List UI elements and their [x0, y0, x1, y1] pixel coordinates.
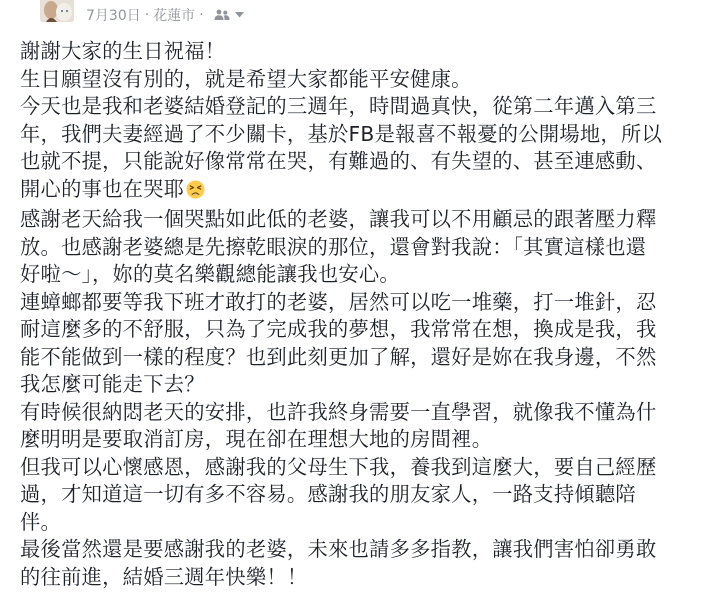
avatar[interactable] — [40, 0, 74, 22]
post-line: 伴。 — [20, 509, 62, 534]
meta-separator: · — [144, 7, 150, 23]
post-line: 謝謝大家的生日祝福！ — [20, 39, 226, 63]
post-line: 耐這麼多的不舒服，只為了完成我的夢想，我常常在想，換成是我，我 — [20, 317, 657, 341]
post-line: 放。也感謝老婆總是先擦乾眼淚的那位，還會對我說：「其實這樣也還 — [20, 234, 647, 259]
post-line: 生日願望沒有別的，就是希望大家都能平安健康。 — [20, 66, 472, 91]
chevron-down-icon[interactable] — [235, 12, 244, 18]
post-line-with-emoji — [20, 176, 700, 207]
post-line: 能不能做到一樣的程度？也到此刻更加了解，還好是妳在我身邊，不然 — [20, 344, 657, 369]
meta-separator-2: · — [199, 7, 204, 23]
post-line: 過，才知道這一切有多不容易。感謝我的朋友家人，一路支持傾聽陪 — [20, 482, 636, 506]
post-line: 我怎麼可能走下去？ — [20, 372, 205, 396]
post-line: 年，我們夫妻經過了不少關卡，基於FB是報喜不報憂的公開場地，所以 — [20, 121, 663, 146]
friends-icon[interactable] — [214, 9, 230, 21]
post-line: 連蟑螂都要等我下班才敢打的老婆，居然可以吃一堆藥，打一堆針，忍 — [20, 289, 657, 314]
post-meta — [86, 4, 244, 26]
post-line: 的往前進，結婚三週年快樂！！ — [20, 564, 308, 589]
post-line: 有時候很納悶老天的安排，也許我終身需要一直學習，就像我不懂為什 — [20, 399, 657, 424]
post-header — [0, 0, 706, 34]
tired-face-emoji-icon — [186, 179, 205, 207]
post-line: 也就不提，只能說好像常常在哭，有難過的、有失望的、甚至連感動、 — [20, 149, 657, 173]
post-line: 但我可以心懷感恩，感謝我的父母生下我，養我到這麼大，要自己經歷 — [20, 454, 657, 479]
post-line: 麼明明是要取消訂房，現在卻在理想大地的房間裡。 — [20, 427, 493, 451]
post-date[interactable]: 7月30日 — [86, 8, 141, 24]
post-location[interactable]: 花蓮市 — [153, 8, 196, 24]
post-line: 今天也是我和老婆結婚登記的三週年，時間過真快，從第二年邁入第三 — [20, 94, 657, 118]
post-line-text: 開心的事也在哭耶 — [20, 176, 185, 201]
post-body — [20, 38, 700, 591]
post-line: 最後當然還是要感謝我的老婆，未來也請多多指教，讓我們害怕卻勇敢 — [20, 537, 657, 561]
post-line: 感謝老天給我一個哭點如此低的老婆，讓我可以不用顧忌的跟著壓力釋 — [20, 207, 657, 231]
post-line: 好啦～」，妳的莫名樂觀總能讓我也安心。 — [20, 262, 400, 286]
